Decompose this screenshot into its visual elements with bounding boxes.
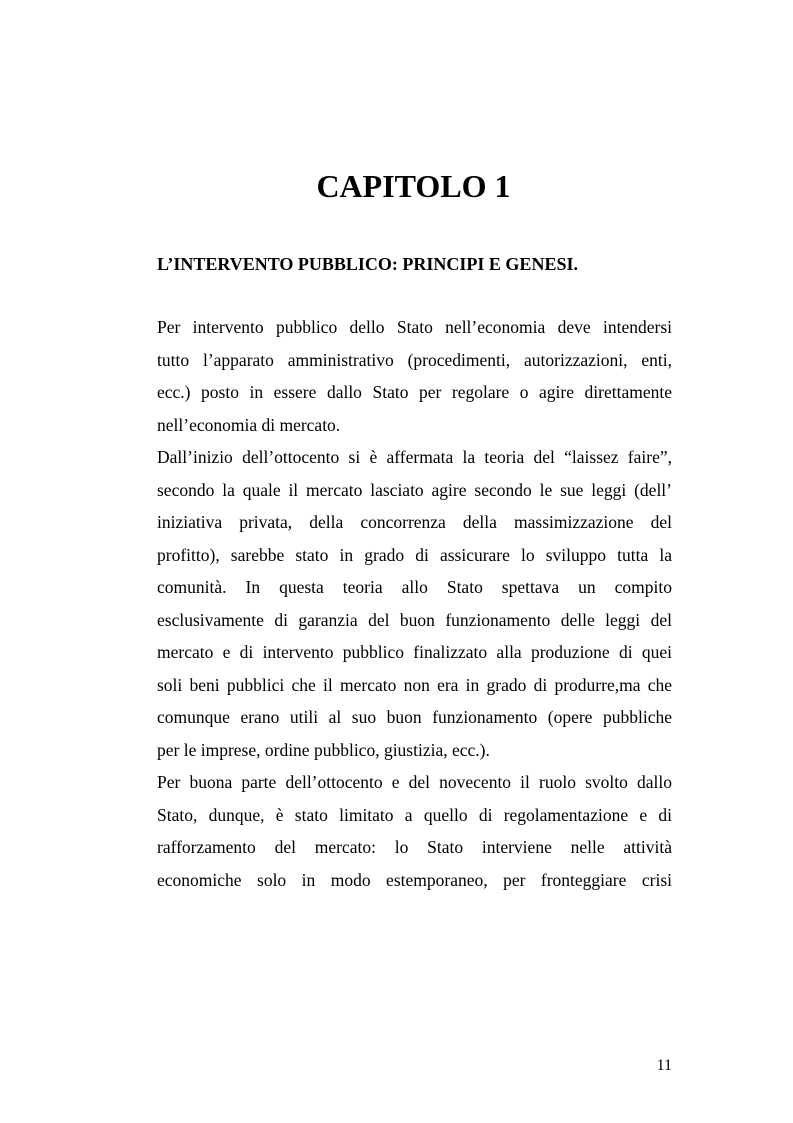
paragraph-3 [157,766,672,896]
text-line: per le imprese, ordine pubblico, giustizia, ecc.). [157,739,490,760]
text-line: iniziativa privata, della concorrenza della massimizzazione del [157,512,672,532]
text-line: comunque erano utili al suo buon funzionamento (opere pubbliche [157,707,672,727]
chapter-title: CAPITOLO 1 [316,168,511,204]
text-line: nell’economia di mercato. [157,414,341,435]
text-line: soli beni pubblici che il mercato non era in grado di produrre,ma che [157,674,672,695]
text-line: profitto), sarebbe stato in grado di assicurare lo sviluppo tutta la [157,544,672,565]
text-line: economiche solo in modo estemporaneo, per fronteggiare crisi [157,869,672,890]
page-number: 11 [656,1057,672,1074]
text-line: comunità. In questa teoria allo Stato spettava un compito [157,577,672,597]
text-line: Stato, dunque, è stato limitato a quello di regolamentazione e di [157,804,672,825]
text-line: ecc.) posto in essere dallo Stato per regolare o agire direttamente [157,382,672,402]
paragraph-1 [157,311,672,441]
text-line: esclusivamente di garanzia del buon funzionamento delle leggi del [157,609,672,630]
text-line: Dall’inizio dell’ottocento si è affermata la teoria del “laissez faire”, [157,447,672,467]
text-line: Per intervento pubblico dello Stato nell’economia deve intendersi [157,317,672,337]
section-heading: L’INTERVENTO PUBBLICO: PRINCIPI E GENESI. [157,254,578,274]
text-line: rafforzamento del mercato: lo Stato interviene nelle attività [157,837,672,857]
body-text [157,311,672,896]
text-line: tutto l’apparato amministrativo (procedimenti, autorizzazioni, enti, [157,349,672,370]
text-line: secondo la quale il mercato lasciato agire secondo le sue leggi (dell’ [157,479,672,500]
text-line: Per buona parte dell’ottocento e del novecento il ruolo svolto dallo [157,772,672,792]
text-line: mercato e di intervento pubblico finalizzato alla produzione di quei [157,642,672,662]
paragraph-2 [157,441,672,766]
